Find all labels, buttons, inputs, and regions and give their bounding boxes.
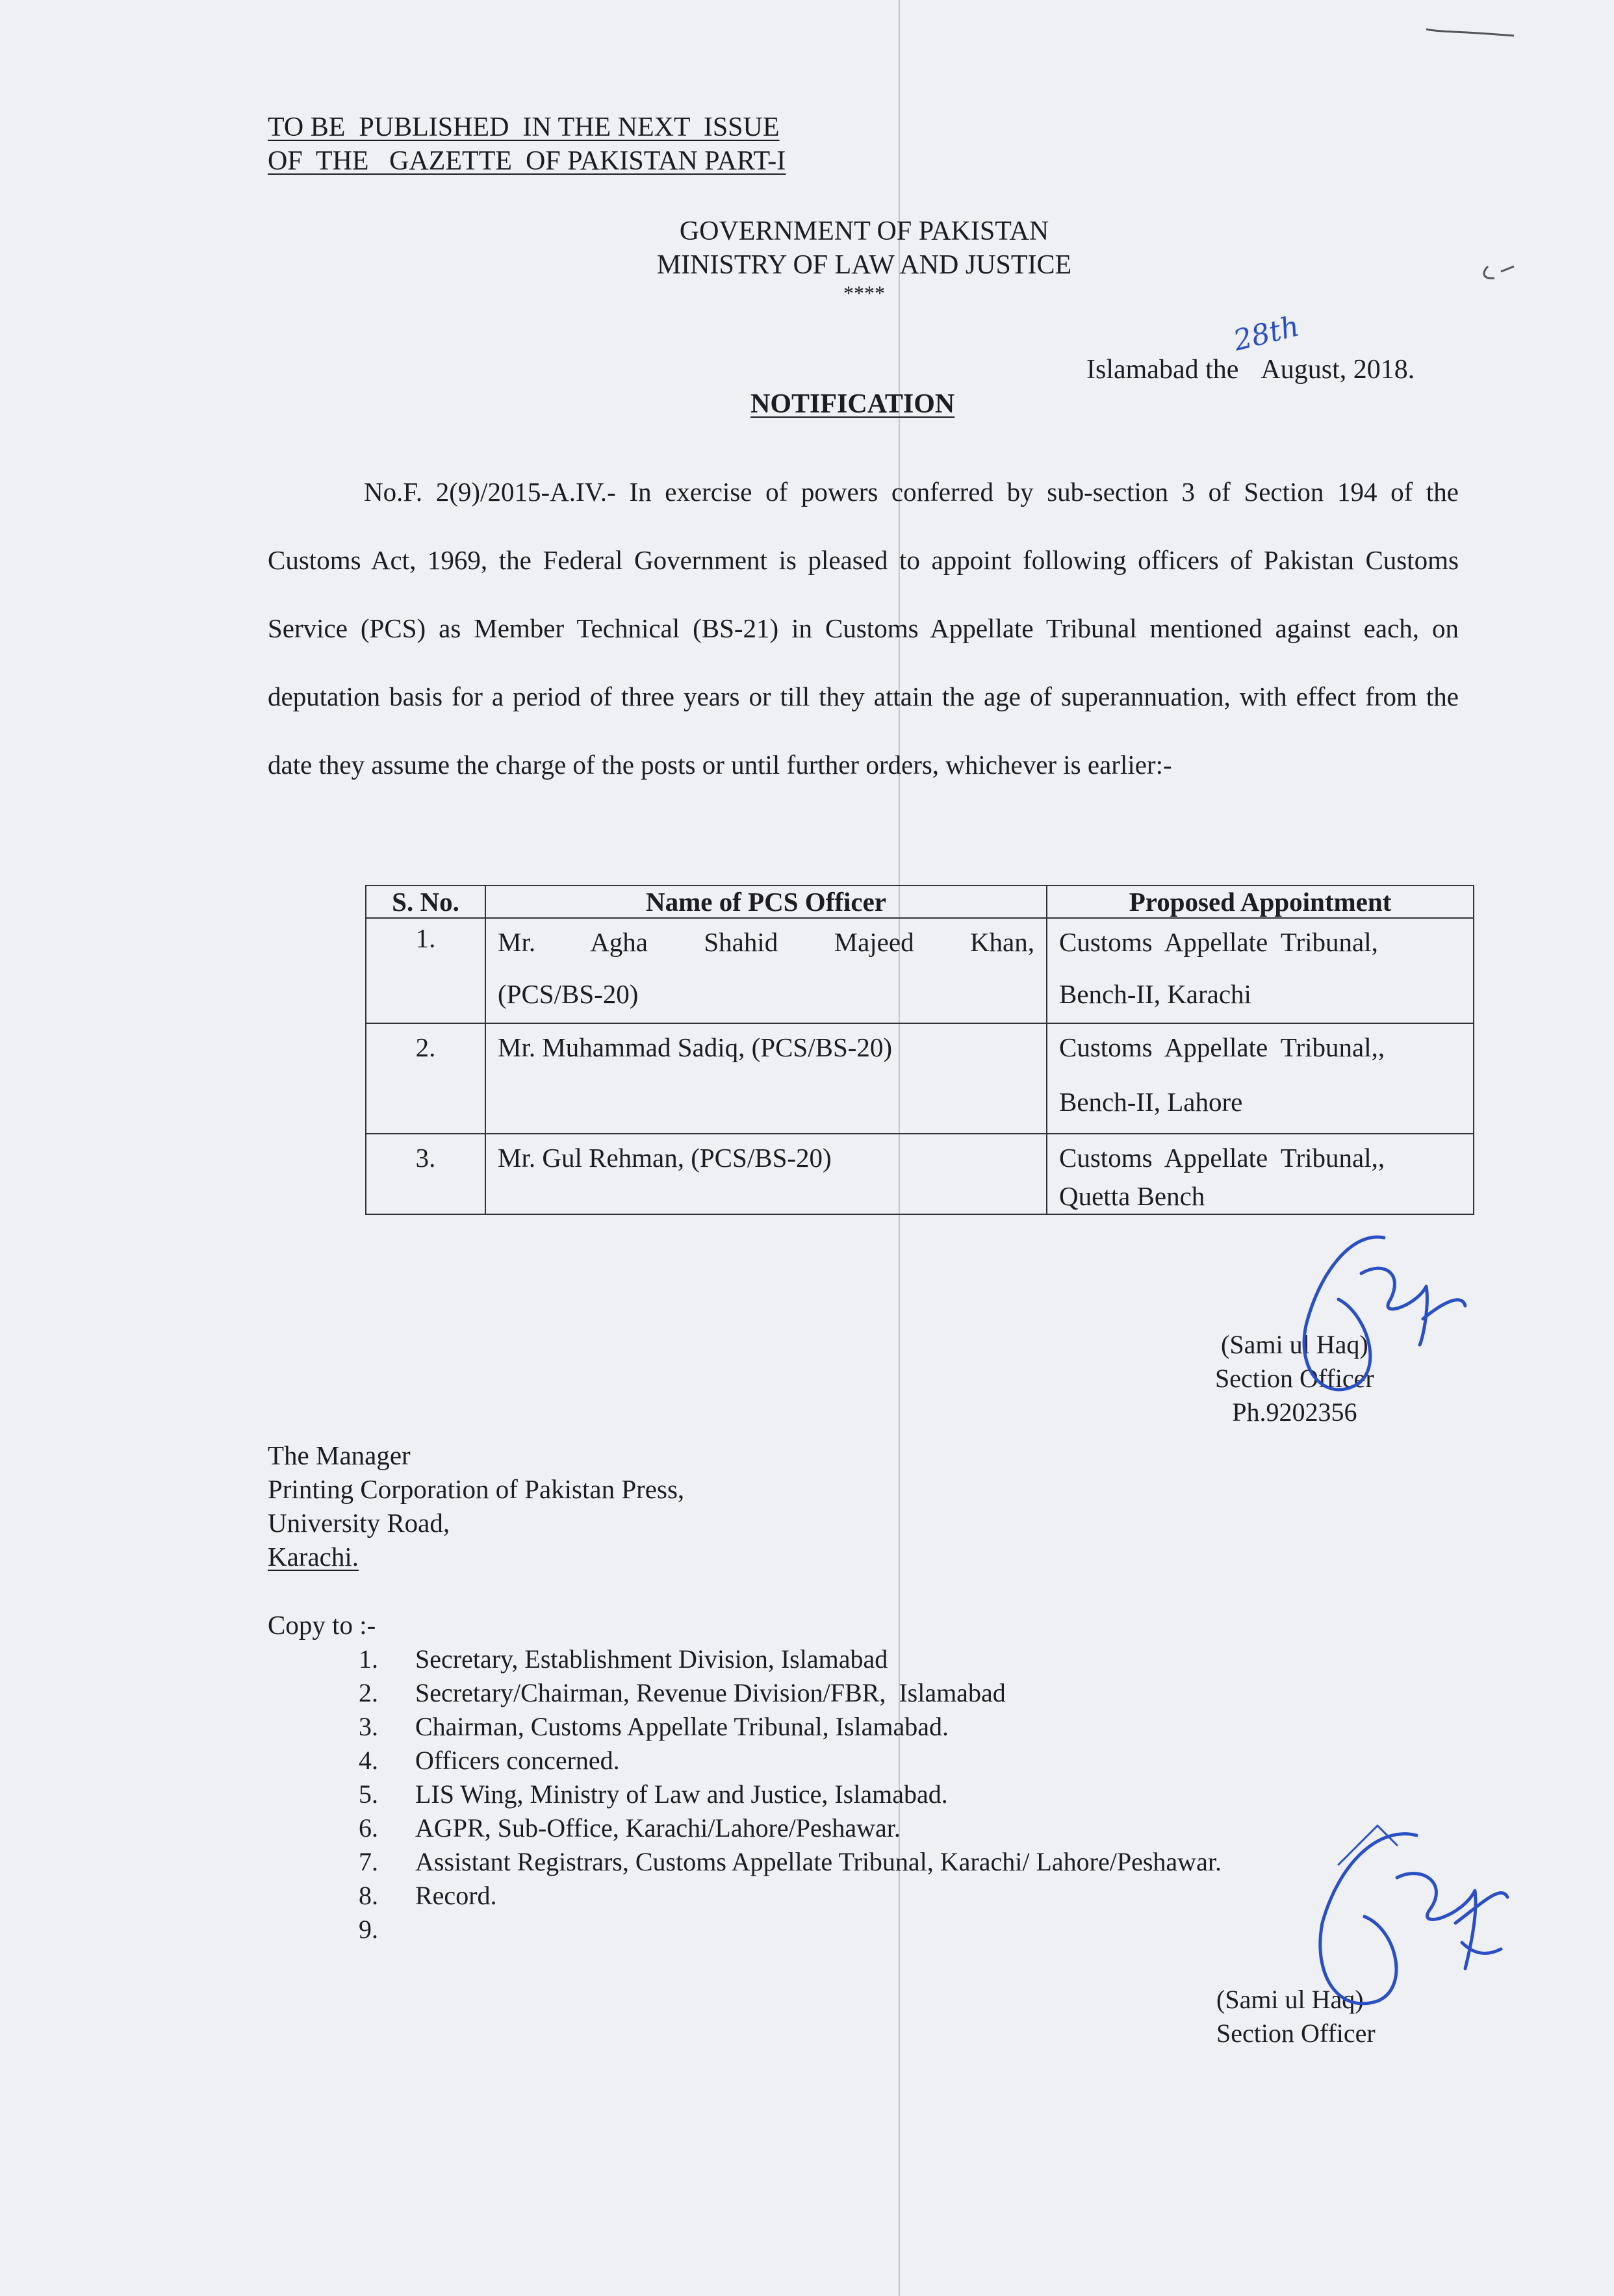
list-item: 1. Secretary, Establishment Division, Islamabad — [359, 1644, 888, 1674]
addressee-city: Karachi. — [268, 1542, 359, 1572]
row-sno: 3. — [366, 1134, 485, 1214]
addressee-line: Printing Corporation of Pakistan Press, — [268, 1474, 685, 1504]
officer-name-line1: Mr. Gul Rehman, (PCS/BS-20) — [498, 1143, 832, 1173]
header-officer-name: Name of PCS Officer — [485, 886, 1047, 918]
row-sno: 1. — [366, 918, 485, 1023]
header-proposed-appointment: Proposed Appointment — [1047, 886, 1474, 918]
date-prefix: Islamabad the — [1086, 355, 1239, 385]
list-item: 8. Record. — [359, 1881, 497, 1910]
signatory-block-2 — [1216, 1983, 1376, 2050]
officer-name-line1: Mr. Muhammad Sadiq, (PCS/BS-20) — [498, 1032, 893, 1062]
date-line — [1086, 354, 1415, 385]
row-appointment — [1047, 918, 1474, 1023]
list-item: 3. Chairman, Customs Appellate Tribunal, Islamabad. — [359, 1712, 949, 1741]
appointment-line2: Bench-II, Lahore — [1059, 1087, 1243, 1117]
date-suffix: August, 2018. — [1261, 355, 1415, 385]
signature-2 — [1320, 1834, 1507, 2004]
appointment-line1: Customs Appellate Tribunal, — [1059, 927, 1378, 957]
table-row — [366, 1134, 1474, 1214]
check-mark — [1339, 1826, 1397, 1865]
officer-name-line2: (PCS/BS-20) — [498, 979, 639, 1009]
row-appointment — [1047, 1023, 1474, 1134]
officer-name-line1: Mr. Agha Shahid Majeed Khan, — [498, 927, 1034, 957]
government-name: GOVERNMENT OF PAKISTAN — [679, 216, 1049, 246]
table-header-row — [366, 886, 1474, 918]
copy-to-label: Copy to :- — [268, 1610, 376, 1640]
notification-title: NOTIFICATION — [750, 389, 955, 419]
publish-line-2: OF THE GAZETTE OF PAKISTAN PART-I — [268, 146, 786, 176]
row-officer-name — [485, 1023, 1047, 1134]
corner-mark — [1426, 29, 1514, 36]
gazette-publish-note — [268, 110, 786, 178]
signatory-designation: Section Officer — [1215, 1364, 1374, 1393]
addressee-line: The Manager — [268, 1440, 411, 1470]
publish-line-1: TO BE PUBLISHED IN THE NEXT ISSUE — [268, 112, 780, 142]
body-paragraph: No.F. 2(9)/2015-A.IV.- In exercise of powers conferred by sub-section 3 of Section 194 of the Customs Act, 1969, the Federal Government is pleased to appoint following officers of Pakistan Customs Service (PCS) as Member Technical (BS-21) in Customs Appellate Tribunal mentioned against each, on deputation basis for a period of three years or till they attain the age of superannuation, with effect from the date they assume the charge of the posts or until further orders, whichever is earlier:- — [268, 477, 1459, 780]
notification-body — [268, 458, 1459, 799]
header-sno: S. No. — [366, 886, 485, 918]
list-item: 5. LIS Wing, Ministry of Law and Justice, Islamabad. — [359, 1779, 948, 1809]
table-row — [366, 1023, 1474, 1134]
signatory-name: (Sami ul Haq) — [1216, 1985, 1364, 2014]
row-officer-name — [485, 918, 1047, 1023]
list-item: 7. Assistant Registrars, Customs Appellate Tribunal, Karachi/ Lahore/Peshawar. — [359, 1847, 1222, 1876]
appointment-line1: Customs Appellate Tribunal,, — [1059, 1032, 1385, 1062]
signatory-phone: Ph.9202356 — [1232, 1397, 1357, 1427]
date-handwritten-day: 28th — [1230, 309, 1303, 358]
row-sno: 2. — [366, 1023, 485, 1134]
list-item: 4. Officers concerned. — [359, 1746, 620, 1775]
row-officer-name — [485, 1134, 1047, 1214]
list-item: 6. AGPR, Sub-Office, Karachi/Lahore/Peshawar. — [359, 1813, 901, 1843]
officers-table — [365, 885, 1474, 1215]
stars-divider: **** — [843, 281, 885, 305]
appointment-line2: Quetta Bench — [1059, 1181, 1205, 1211]
signatory-block-1 — [1215, 1328, 1374, 1429]
addressee-block — [268, 1438, 684, 1574]
row-appointment — [1047, 1134, 1474, 1214]
ministry-name: MINISTRY OF LAW AND JUSTICE — [656, 250, 1072, 280]
appointment-line2: Bench-II, Karachi — [1059, 979, 1251, 1009]
signatory-designation: Section Officer — [1216, 2019, 1376, 2048]
list-item: 9. — [359, 1915, 378, 1944]
government-heading — [0, 214, 1614, 304]
list-item: 2. Secretary/Chairman, Revenue Division/FBR, Islamabad — [359, 1678, 1006, 1707]
table-row — [366, 918, 1474, 1023]
appointment-line1: Customs Appellate Tribunal,, — [1059, 1143, 1385, 1173]
addressee-line: University Road, — [268, 1508, 450, 1538]
copy-to-list — [359, 1642, 1222, 1946]
signatory-name: (Sami ul Haq) — [1221, 1330, 1368, 1359]
